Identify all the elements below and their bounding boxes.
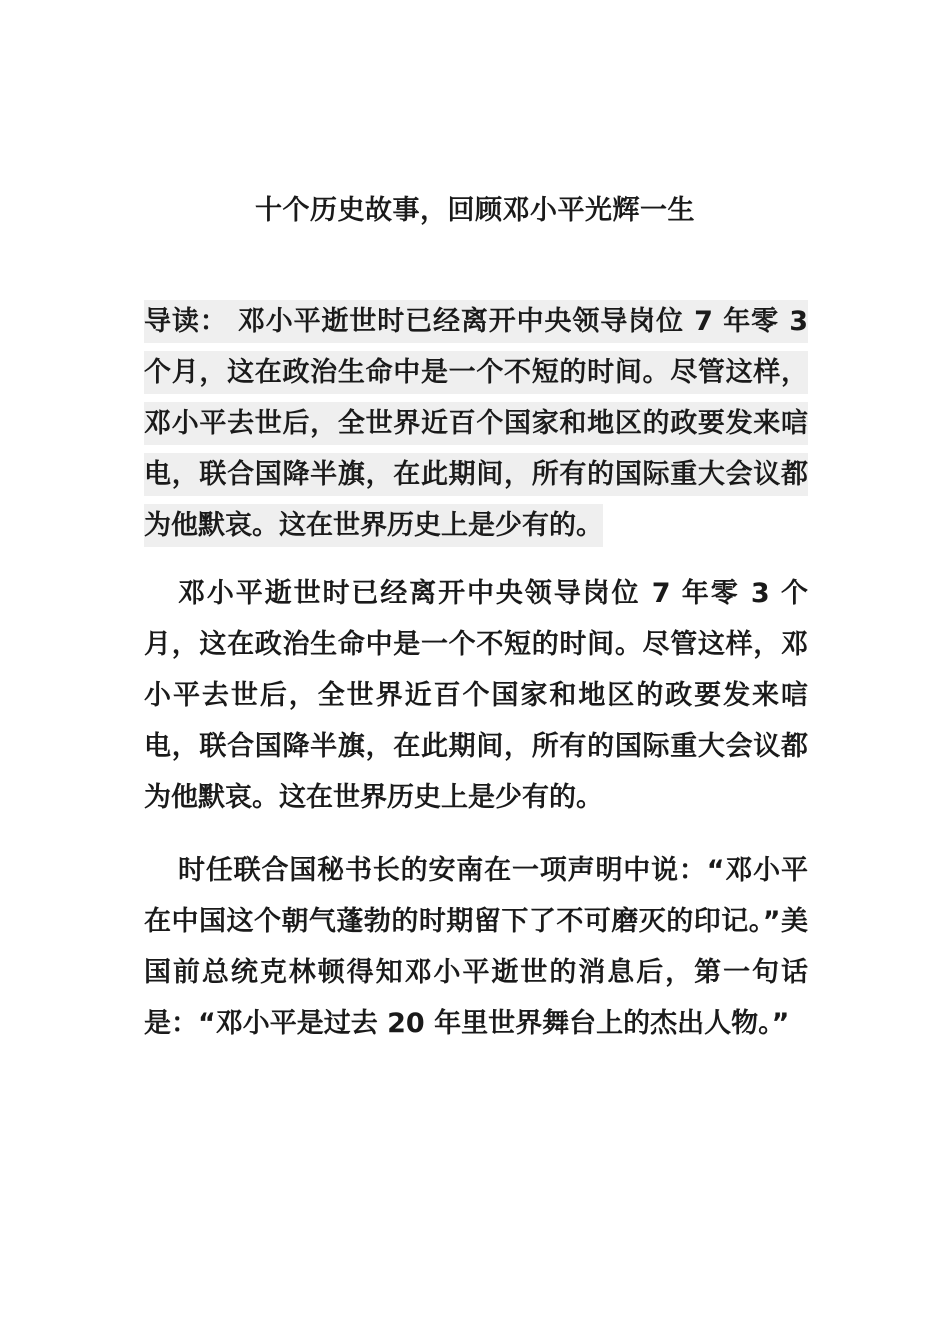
body-paragraph-1: 邓小平逝世时已经离开中央领导岗位 7 年零 3 个月，这在政治生命中是一个不短的时间。尽管这样，邓小平去世后，全世界近百个国家和地区的政要发来唁电，联合国降半旗，在此期间，所有的国际重大会议都为他默哀。这在世界历史上是少有的。 [144, 578, 808, 813]
document-title: 十个历史故事，回顾邓小平光辉一生 [255, 195, 695, 226]
intro-paragraph [144, 296, 808, 551]
intro-label: 导读： [144, 306, 228, 337]
intro-text: 邓小平逝世时已经离开中央领导岗位 7 年零 3 个月，这在政治生命中是一个不短的时间。尽管这样，邓小平去世后，全世界近百个国家和地区的政要发来唁电，联合国降半旗，在此期间，所有的国际重大会议都为他默哀。这在世界历史上是少有的。 [144, 306, 808, 541]
intro-highlight [144, 300, 808, 547]
body-paragraph-2: 时任联合国秘书长的安南在一项声明中说：“邓小平在中国这个朝气蓬勃的时期留下了不可磨灭的印记。”美国前总统克林顿得知邓小平逝世的消息后，第一句话是：“邓小平是过去 20 年里世界舞台上的杰出人物。” [144, 855, 808, 1039]
